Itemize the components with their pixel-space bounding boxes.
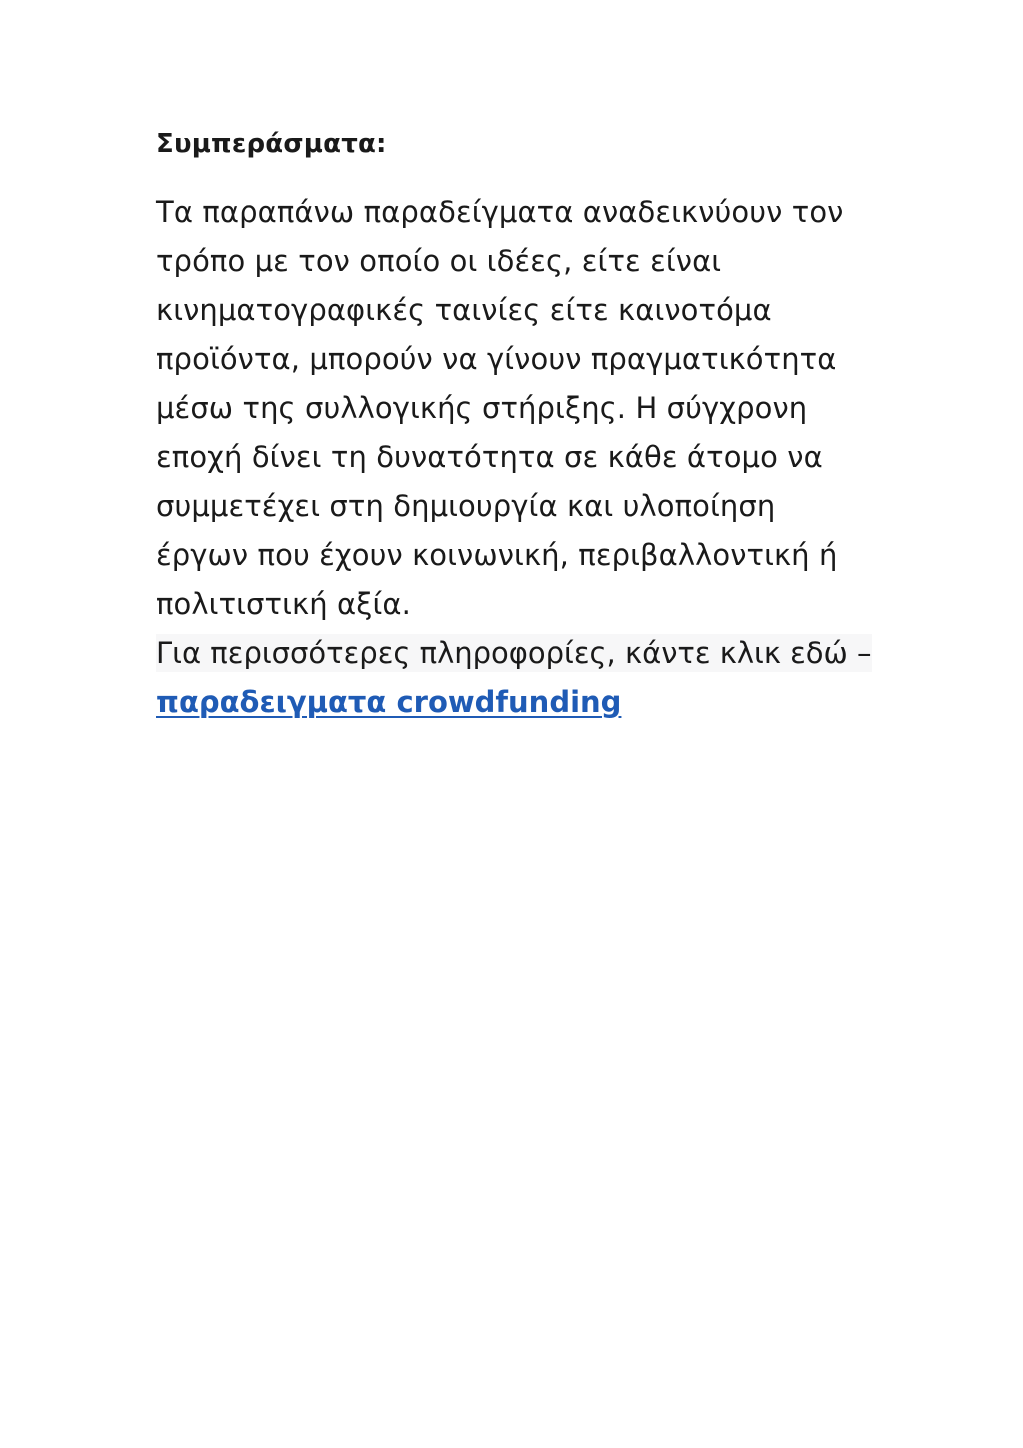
more-info-line: [156, 629, 876, 727]
crowdfunding-examples-link[interactable]: παραδειγματα crowdfunding: [156, 684, 622, 719]
section-heading: Συμπεράσματα:: [156, 129, 387, 159]
conclusion-paragraph: Τα παραπάνω παραδείγματα αναδεικνύουν τον τρόπο με τον οποίο οι ιδέες, είτε είναι κινηματογραφικές ταινίες είτε καινοτόμα προϊόντα, μπορούν να γίνουν πραγματικότητα μέσω της συλλογικής στήριξης. Η σύγχρονη εποχή δίνει τη δυνατότητα σε κάθε άτομο να συμμετέχει στη δημιουργία και υλοποίηση έργων που έχουν κοινωνική, περιβαλλοντική ή πολιτιστική αξία.: [156, 194, 844, 621]
more-info-prefix: Για περισσότερες πληροφορίες, κάντε κλικ εδώ –: [156, 635, 872, 670]
document-page: [156, 128, 876, 727]
